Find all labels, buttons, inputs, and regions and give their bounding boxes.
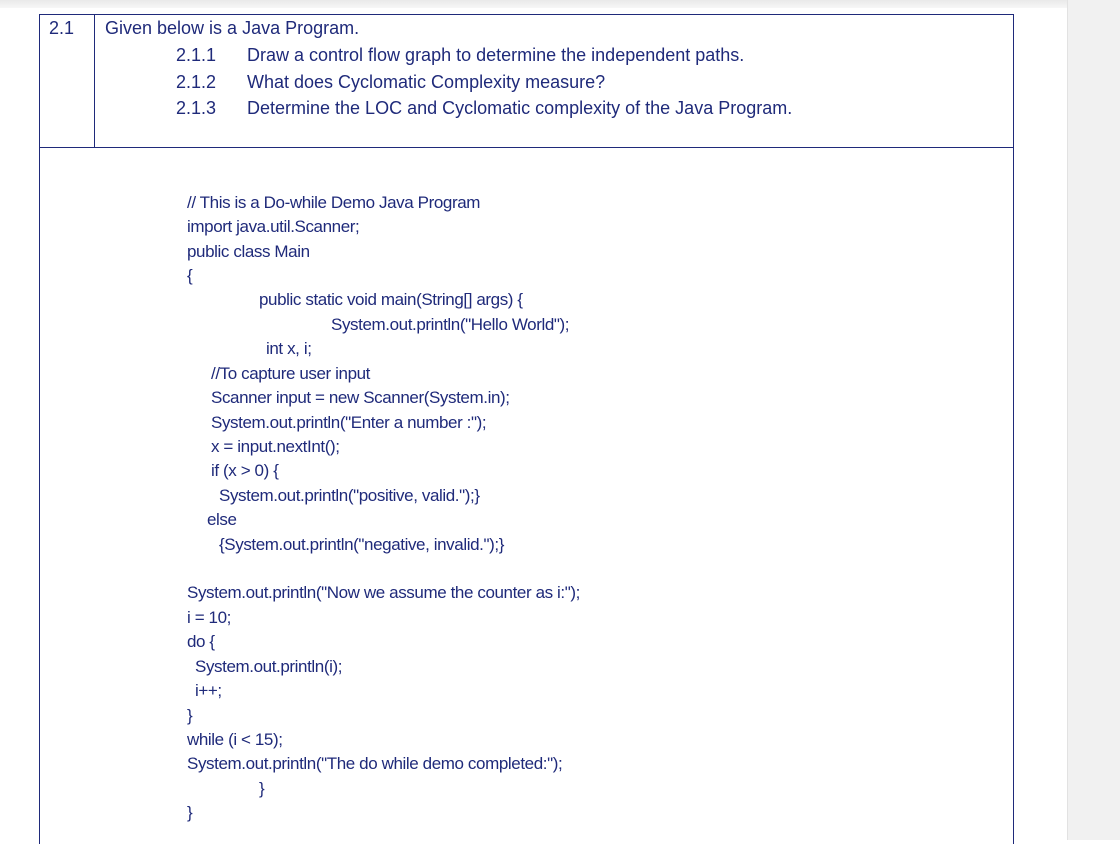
- question-intro: Given below is a Java Program.: [105, 18, 360, 38]
- code-line: {: [187, 266, 193, 285]
- code-line: else: [207, 510, 237, 529]
- code-line: }: [187, 803, 193, 822]
- code-line: }: [259, 779, 265, 798]
- code-line: {System.out.println("negative, invalid.");}: [219, 535, 504, 554]
- code-line: i++;: [195, 681, 222, 700]
- code-line: //To capture user input: [211, 364, 371, 383]
- code-line: System.out.println("Now we assume the counter as i:");: [187, 583, 580, 602]
- code-line: System.out.println("The do while demo completed:");: [187, 754, 563, 773]
- code-line: System.out.println("Enter a number :");: [211, 413, 487, 432]
- code-line: if (x > 0) {: [211, 461, 279, 480]
- code-line: int x, i;: [266, 339, 312, 358]
- viewer-top-bar: [0, 0, 1120, 8]
- question-table: [39, 14, 1014, 844]
- table-row-divider: [39, 147, 1014, 148]
- code-line: public class Main: [187, 242, 310, 261]
- code-line: Scanner input = new Scanner(System.in);: [211, 388, 510, 407]
- subquestion-text: What does Cyclomatic Complexity measure?: [247, 72, 606, 92]
- code-line: public static void main(String[] args) {: [259, 290, 523, 309]
- code-line: System.out.println("Hello World");: [331, 315, 570, 334]
- code-line: x = input.nextInt();: [211, 437, 340, 456]
- subquestion-number: 2.1.1: [176, 45, 217, 65]
- viewer-scrollbar[interactable]: [1067, 0, 1120, 840]
- question-number: 2.1: [49, 18, 75, 38]
- code-line: System.out.println(i);: [195, 657, 343, 676]
- code-line: while (i < 15);: [187, 730, 283, 749]
- subquestion-text: Draw a control flow graph to determine the independent paths.: [247, 45, 745, 65]
- subquestion-number: 2.1.2: [176, 72, 217, 92]
- code-line: System.out.println("positive, valid.");}: [219, 486, 480, 505]
- code-line: import java.util.Scanner;: [187, 217, 360, 236]
- code-line: }: [187, 706, 193, 725]
- code-line: // This is a Do-while Demo Java Program: [187, 193, 481, 212]
- code-line: i = 10;: [187, 608, 231, 627]
- subquestion-text: Determine the LOC and Cyclomatic complexity of the Java Program.: [247, 98, 793, 118]
- code-line: do {: [187, 632, 215, 651]
- table-column-divider: [94, 14, 95, 148]
- subquestion-number: 2.1.3: [176, 98, 217, 118]
